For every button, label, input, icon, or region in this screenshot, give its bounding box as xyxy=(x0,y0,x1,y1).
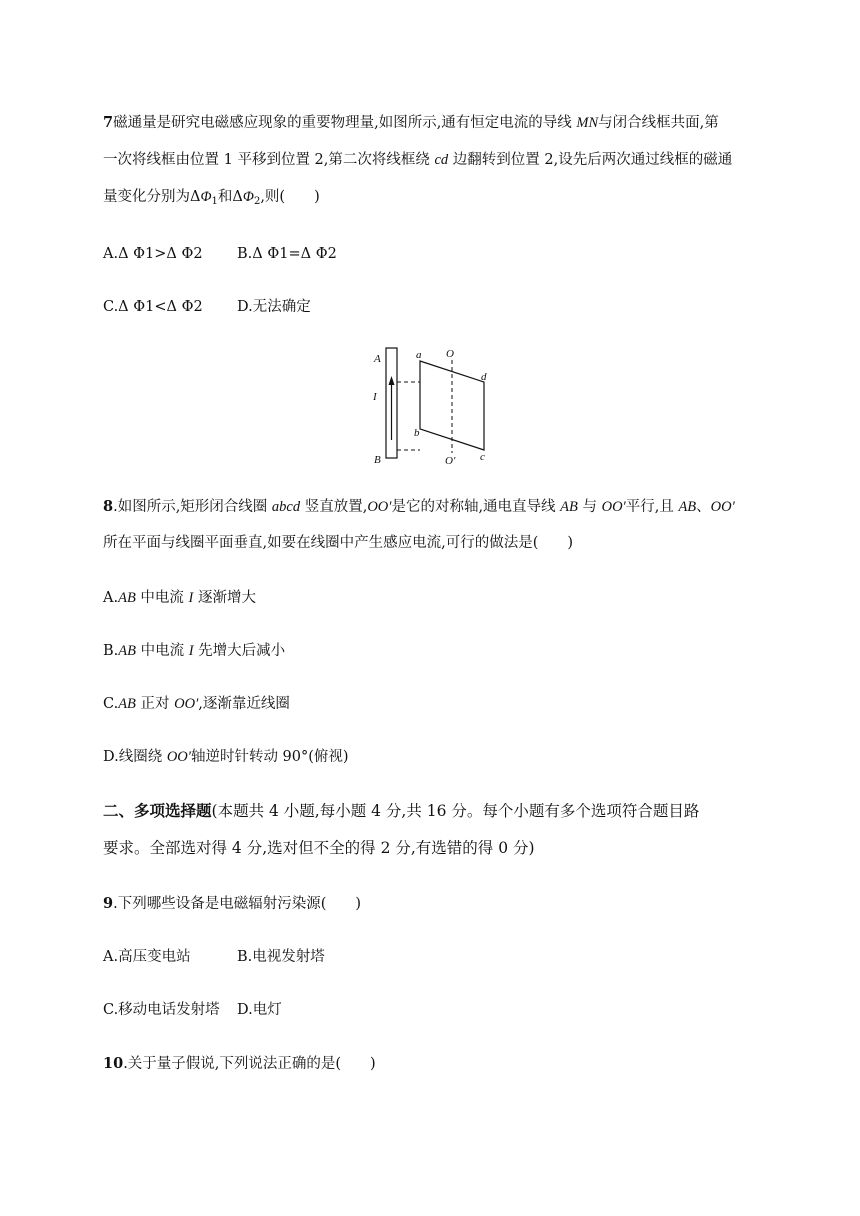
label-o-prime: O′ xyxy=(445,455,456,467)
q7-number: 7 xyxy=(103,114,114,131)
q8-option-b: B.AB 中电流 I 先增大后减小 xyxy=(103,643,286,659)
label-b-upper: B xyxy=(374,454,381,466)
label-c: c xyxy=(480,451,485,463)
q10-stem: 10.关于量子假说,下列说法正确的是( ) xyxy=(103,1055,376,1072)
label-i: I xyxy=(373,391,377,403)
q8-line-2: 所在平面与线圈平面垂直,如要在线圈中产生感应电流,可行的做法是( ) xyxy=(103,535,574,551)
section2-title: 二、多项选择题 xyxy=(103,801,212,820)
q9-option-c: C.移动电话发射塔 xyxy=(103,1002,220,1018)
q7-option-d: D.无法确定 xyxy=(237,299,311,315)
section2-heading: 二、多项选择题(本题共 4 小题,每小题 4 分,共 16 分。每个小题有多个选项符合题目路 xyxy=(103,801,700,820)
label-o: O xyxy=(446,348,454,360)
label-a: a xyxy=(416,349,422,361)
label-b: b xyxy=(414,427,420,439)
q7-option-a: A.Δ Φ1>Δ Φ2 xyxy=(103,246,203,262)
q9-option-a: A.高压变电站 xyxy=(103,949,191,965)
q7-line-1: 7磁通量是研究电磁感应现象的重要物理量,如图所示,通有恒定电流的导线 MN与闭合线框共面,第 xyxy=(103,114,719,131)
q8-option-d: D.线圈绕 OO′轴逆时针转动 90°(俯视) xyxy=(103,749,349,765)
q9-stem: 9.下列哪些设备是电磁辐射污染源( ) xyxy=(103,895,362,912)
current-arrow-head xyxy=(389,376,395,385)
coil-wire-figure xyxy=(365,340,505,470)
section2-desc-2: 要求。全部选对得 4 分,选对但不全的得 2 分,有选错的得 0 分) xyxy=(103,839,535,857)
label-a-upper: A xyxy=(374,353,381,365)
q9-option-b: B.电视发射塔 xyxy=(237,949,325,965)
label-d: d xyxy=(481,371,487,383)
q9-option-d: D.电灯 xyxy=(237,1002,282,1018)
q8-line-1: 8.如图所示,矩形闭合线圈 abcd 竖直放置,OO′是它的对称轴,通电直导线 AB 与 OO′平行,且 AB、OO′ xyxy=(103,498,735,515)
q8-option-c: C.AB 正对 OO′,逐渐靠近线圈 xyxy=(103,696,290,712)
q7-line-3: 量变化分别为$\Delta\Phi_1$和$\Delta\Phi_2$,则( ) xyxy=(103,189,320,207)
q8-option-a: A.AB 中电流 I 逐渐增大 xyxy=(103,590,256,606)
q7-option-b: B.Δ Φ1=Δ Φ2 xyxy=(237,246,337,262)
q7-option-c: C.Δ Φ1<Δ Φ2 xyxy=(103,299,203,315)
q7-line-2: 一次将线框由位置 1 平移到位置 2,第二次将线框绕 cd 边翻转到位置 2,设先后两次通过线框的磁通 xyxy=(103,152,733,168)
